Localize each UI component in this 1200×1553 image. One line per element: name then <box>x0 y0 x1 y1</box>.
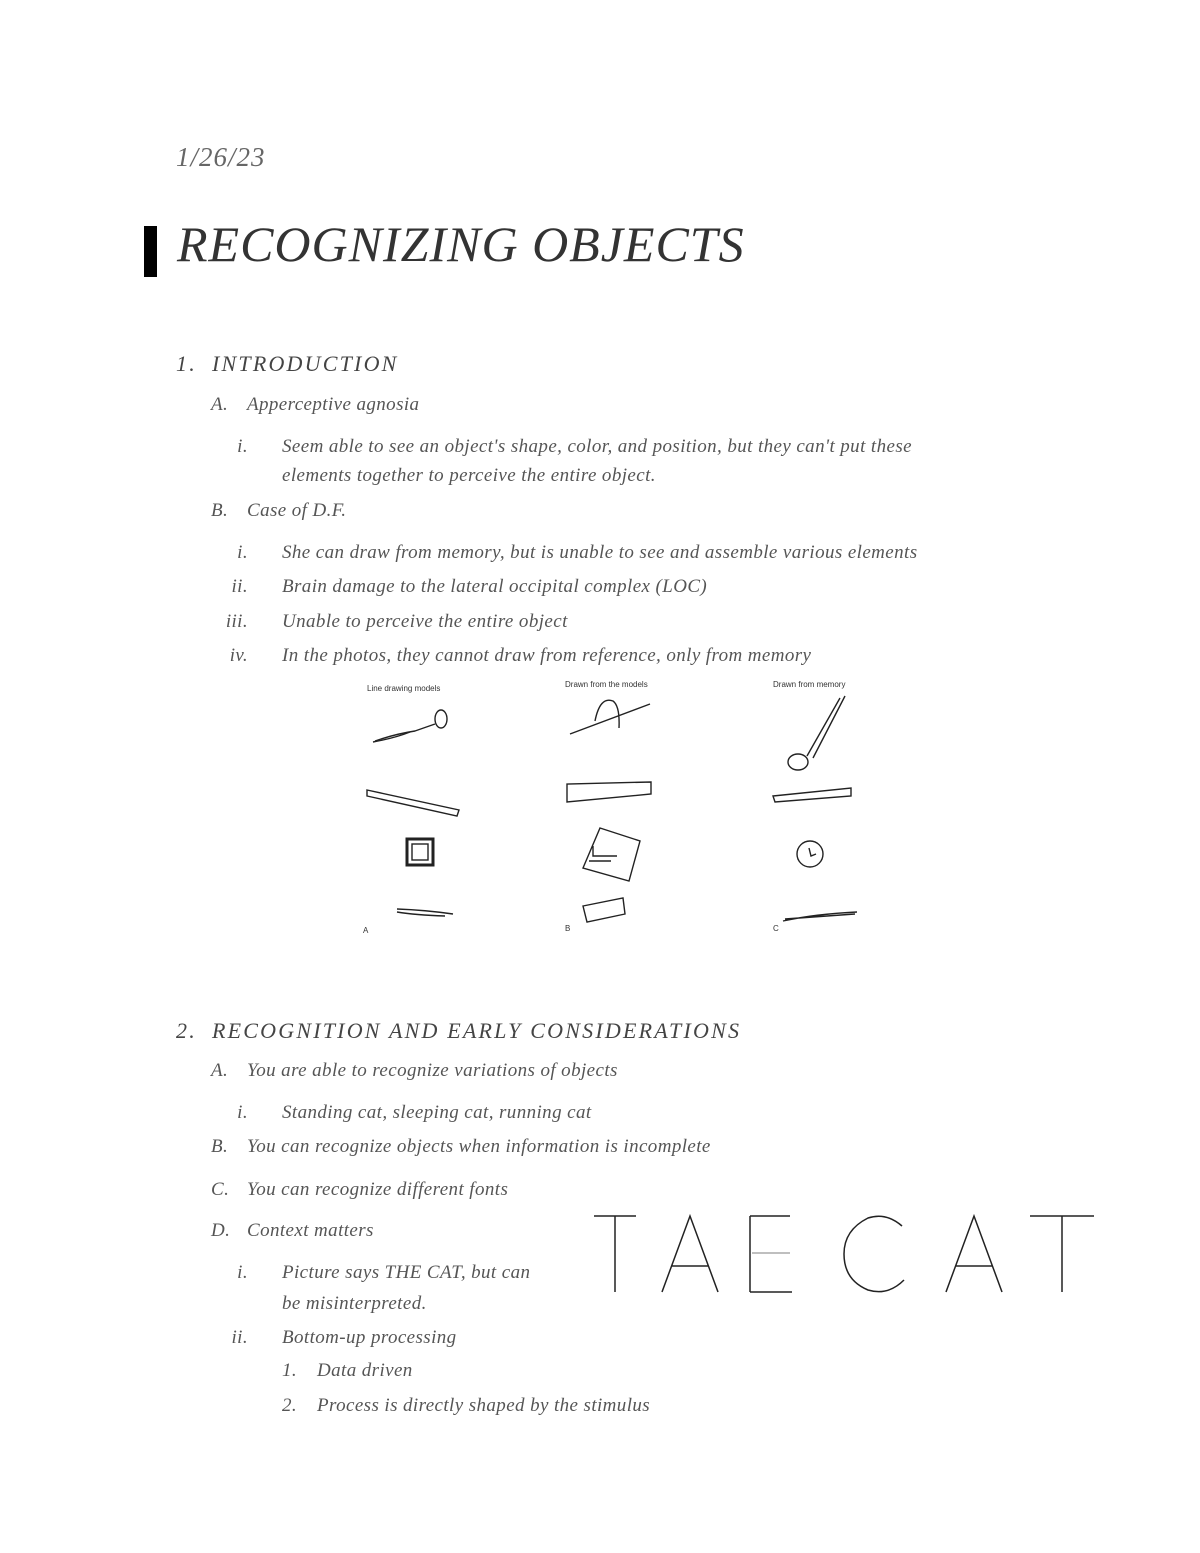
spoon-memory <box>788 696 845 770</box>
list-item: Brain damage to the lateral occipital complex (LOC) <box>282 576 708 597</box>
spoon-model <box>373 710 447 742</box>
clock-memory <box>797 841 823 867</box>
flute-memory <box>773 788 851 802</box>
panel-label: A <box>363 926 369 935</box>
list-item: Apperceptive agnosia <box>247 394 420 415</box>
panel-label: B <box>565 924 571 933</box>
list-item: Standing cat, sleeping cat, running cat <box>282 1102 592 1123</box>
list-item: Picture says THE CAT, but can <box>282 1262 531 1283</box>
list-item: Process is directly shaped by the stimulus <box>317 1395 651 1416</box>
item-marker: i. <box>237 1102 248 1123</box>
section-heading: INTRODUCTION <box>212 351 399 376</box>
panel-label: C <box>773 924 779 933</box>
page-title: RECOGNIZING OBJECTS <box>177 216 745 272</box>
the-cat-image <box>590 1208 1100 1308</box>
knife-memory <box>783 912 857 921</box>
item-marker: ii. <box>231 1327 248 1348</box>
figure-column-label: Drawn from the models <box>565 680 648 689</box>
item-marker: i. <box>237 542 248 563</box>
list-item: You can recognize objects when information is incomplete <box>247 1136 711 1157</box>
date: 1/26/23 <box>176 142 266 172</box>
list-item: Case of D.F. <box>247 500 347 521</box>
flute-copy <box>567 782 651 802</box>
item-marker: D. <box>211 1220 231 1241</box>
df-drawings-figure <box>355 676 865 941</box>
list-item: She can draw from memory, but is unable to see and assemble various elements <box>282 542 918 563</box>
item-marker: 2. <box>282 1395 298 1416</box>
clock-model <box>407 839 433 865</box>
item-marker: 1. <box>282 1360 298 1381</box>
figure-column-label: Drawn from memory <box>773 680 846 689</box>
heading-bar <box>144 226 157 277</box>
list-item: Unable to perceive the entire object <box>282 611 568 632</box>
list-item-continuation: elements together to perceive the entire object. <box>282 465 656 486</box>
item-marker: iii. <box>225 611 248 632</box>
item-marker: i. <box>237 436 248 457</box>
list-item: You can recognize different fonts <box>247 1179 509 1200</box>
list-item: Bottom-up processing <box>282 1327 457 1348</box>
item-marker: A. <box>211 394 229 415</box>
item-marker: i. <box>237 1262 248 1283</box>
list-item: Context matters <box>247 1220 374 1241</box>
item-marker: C. <box>211 1179 230 1200</box>
knife-model <box>397 909 453 916</box>
list-item-continuation: be misinterpreted. <box>282 1293 427 1314</box>
spoon-copy <box>570 700 650 734</box>
item-marker: B. <box>211 1136 229 1157</box>
item-marker: ii. <box>231 576 248 597</box>
item-marker: A. <box>211 1060 229 1081</box>
sketches-image <box>355 676 865 941</box>
flute-model <box>367 790 459 816</box>
item-marker: B. <box>211 500 229 521</box>
list-item: Data driven <box>317 1360 413 1381</box>
list-item: You are able to recognize variations of objects <box>247 1060 618 1081</box>
knife-copy <box>583 898 625 922</box>
item-marker: iv. <box>229 645 248 666</box>
section-number: 2. <box>176 1018 197 1043</box>
list-item: In the photos, they cannot draw from reference, only from memory <box>282 645 812 666</box>
clock-copy <box>583 828 640 881</box>
section-number: 1. <box>176 351 197 376</box>
figure-column-label: Line drawing models <box>367 684 441 693</box>
section-heading: RECOGNITION AND EARLY CONSIDERATIONS <box>212 1018 742 1043</box>
list-item: Seem able to see an object's shape, color, and position, but they can't put these <box>282 436 912 457</box>
